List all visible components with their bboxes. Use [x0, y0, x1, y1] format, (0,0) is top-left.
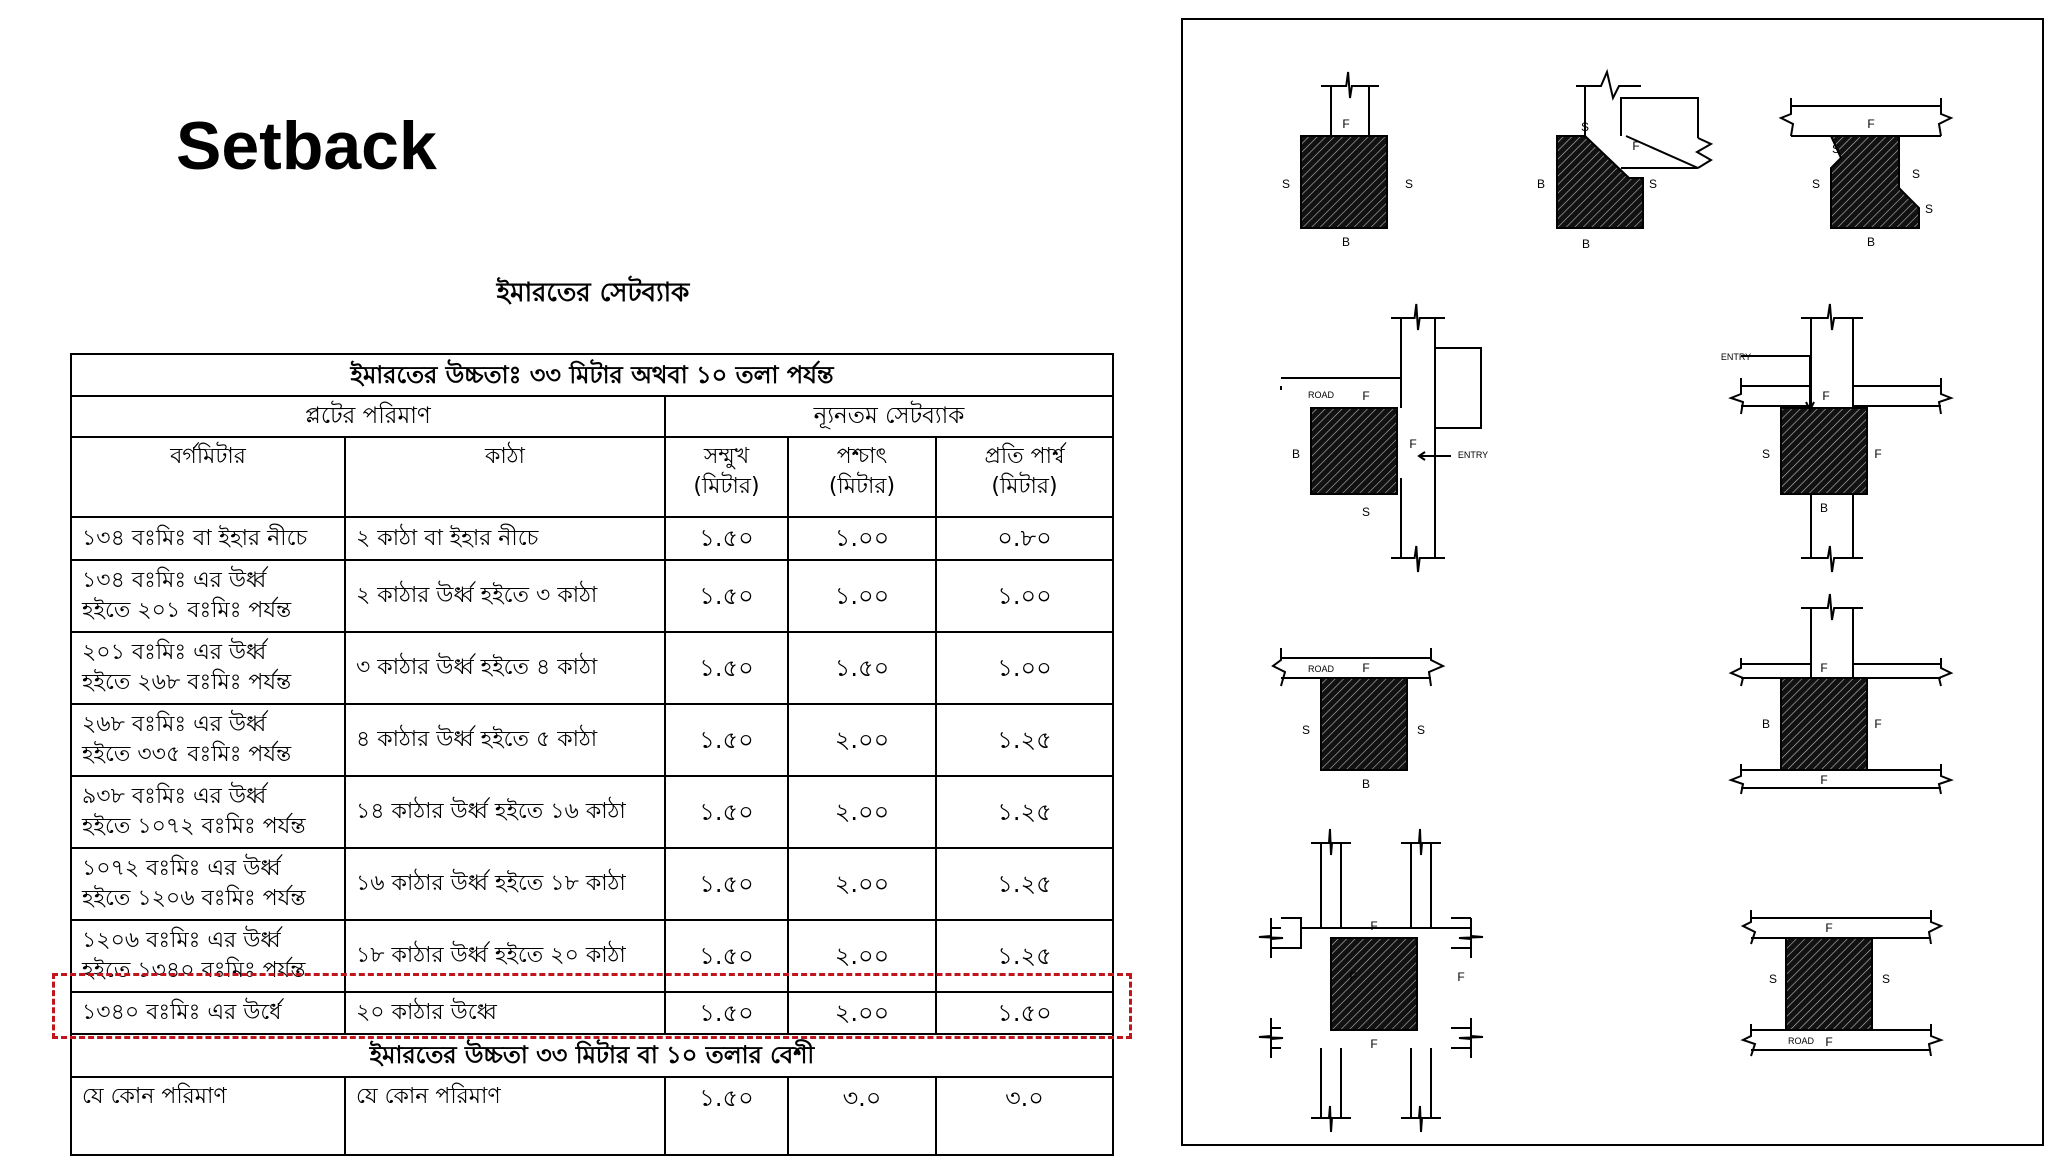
col-header-sqm: বর্গমিটার	[71, 437, 345, 517]
setback-label: B	[1341, 235, 1351, 249]
setback-label: S	[1831, 142, 1841, 156]
setback-label: S	[1648, 177, 1658, 191]
building-footprint	[1781, 678, 1867, 770]
setback-label: F	[1342, 117, 1350, 131]
table-section-row	[71, 354, 1113, 396]
setback-label: B	[1291, 447, 1301, 461]
setback-table	[70, 353, 1114, 1156]
cell-rear: ২.০০	[788, 776, 936, 848]
building-footprint	[1321, 678, 1407, 770]
setback-label: B	[1866, 235, 1876, 249]
cell-katha: ২০ কাঠার উধ্বে	[345, 992, 665, 1034]
setback-label: B	[1761, 717, 1771, 731]
building-footprint	[1331, 938, 1417, 1030]
cell-katha: ২ কাঠার উর্ধ্ব হইতে ৩ কাঠা	[345, 560, 665, 632]
cell-sqm: ১৩৪ বঃমিঃ বা ইহার নীচে	[71, 517, 345, 559]
cell-side: ১.২৫	[936, 704, 1113, 776]
cell-sqm: যে কোন পরিমাণ	[71, 1077, 345, 1155]
table-row	[71, 560, 1113, 632]
table-section-row	[71, 1034, 1113, 1076]
cell-rear: ২.০০	[788, 920, 936, 992]
cell-front: ১.৫০	[665, 517, 788, 559]
setback-label: B	[1361, 777, 1371, 791]
table-row	[71, 776, 1113, 848]
cell-side: ৩.০	[936, 1077, 1113, 1155]
setback-label: S	[1924, 202, 1934, 216]
cell-katha: ১৮ কাঠার উর্ধ্ব হইতে ২০ কাঠা	[345, 920, 665, 992]
road-label: ROAD	[1787, 1036, 1815, 1046]
setback-label: S	[1416, 723, 1426, 737]
cell-rear: ৩.০	[788, 1077, 936, 1155]
cell-katha: ৪ কাঠার উর্ধ্ব হইতে ৫ কাঠা	[345, 704, 665, 776]
col-header-side: প্রতি পার্শ্ব (মিটার)	[936, 437, 1113, 517]
setback-label: S	[1811, 177, 1821, 191]
cell-front: ১.৫০	[665, 848, 788, 920]
table-caption: ইমারতের সেটব্যাক	[496, 278, 690, 308]
group-plot-size: প্লটের পরিমাণ	[71, 396, 665, 437]
setback-label: S	[1911, 167, 1921, 181]
cell-katha: ১৪ কাঠার উর্ধ্ব হইতে ১৬ কাঠা	[345, 776, 665, 848]
cell-sqm: ৯৩৮ বঃমিঃ এর উর্ধ্ব হইতে ১০৭২ বঃমিঃ পর্যন্ত	[71, 776, 345, 848]
cell-sqm: ২০১ বঃমিঃ এর উর্ধ্ব হইতে ২৬৮ বঃমিঃ পর্যন্ত	[71, 632, 345, 704]
cell-side: ০.৮০	[936, 517, 1113, 559]
cell-side: ১.২৫	[936, 920, 1113, 992]
cell-rear: ২.০০	[788, 992, 936, 1034]
cell-side: ১.০০	[936, 560, 1113, 632]
table-row	[71, 517, 1113, 559]
table-header-row	[71, 437, 1113, 517]
cell-katha: ১৬ কাঠার উর্ধ্ব হইতে ১৮ কাঠা	[345, 848, 665, 920]
setback-label: S	[1881, 972, 1891, 986]
cell-rear: ১.০০	[788, 560, 936, 632]
entry-label: ENTRY	[1720, 352, 1752, 362]
cell-rear: ২.০০	[788, 848, 936, 920]
cell-sqm: ১৩৪০ বঃমিঃ এর উর্ধে	[71, 992, 345, 1034]
cell-sqm: ১৩৪ বঃমিঃ এর উর্ধ্ব হইতে ২০১ বঃমিঃ পর্যন্ত	[71, 560, 345, 632]
setback-label: F	[1822, 389, 1830, 403]
setback-label: F	[1820, 661, 1828, 675]
setback-label: S	[1404, 177, 1414, 191]
setback-label: F	[1825, 1035, 1833, 1049]
cell-front: ১.৫০	[665, 776, 788, 848]
table-row	[71, 920, 1113, 992]
cell-side: ১.০০	[936, 632, 1113, 704]
cell-katha: যে কোন পরিমাণ	[345, 1077, 665, 1155]
table-row	[71, 1077, 1113, 1155]
cell-katha: ২ কাঠা বা ইহার নীচে	[345, 517, 665, 559]
setback-label: S	[1580, 120, 1590, 134]
setback-label: F	[1820, 773, 1828, 787]
table-row	[71, 632, 1113, 704]
col-header-front: সম্মুখ (মিটার)	[665, 437, 788, 517]
cell-sqm: ২৬৮ বঃমিঃ এর উর্ধ্ব হইতে ৩৩৫ বঃমিঃ পর্যন্ত	[71, 704, 345, 776]
setback-label: S	[1361, 505, 1371, 519]
road-label: ROAD	[1307, 390, 1335, 400]
table-row	[71, 704, 1113, 776]
col-header-rear: পশ্চাৎ (মিটার)	[788, 437, 936, 517]
table-row	[71, 848, 1113, 920]
setback-label: F	[1370, 919, 1378, 933]
entry-label: ENTRY	[1457, 450, 1489, 460]
col-header-katha: কাঠা	[345, 437, 665, 517]
cell-rear: ১.৫০	[788, 632, 936, 704]
cell-rear: ১.০০	[788, 517, 936, 559]
cell-side: ১.২৫	[936, 776, 1113, 848]
road-label: ROAD	[1307, 664, 1335, 674]
cell-sqm: ১২০৬ বঃমিঃ এর উর্ধ্ব হইতে ১৩৪০ বঃমিঃ পর্যন্ত	[71, 920, 345, 992]
setback-label: F	[1370, 1037, 1378, 1051]
cell-sqm: ১০৭২ বঃমিঃ এর উর্ধ্ব হইতে ১২০৬ বঃমিঃ পর্যন্ত	[71, 848, 345, 920]
setback-label: F	[1632, 139, 1640, 153]
cell-side: ১.২৫	[936, 848, 1113, 920]
setback-label: F	[1867, 117, 1875, 131]
table-group-row	[71, 396, 1113, 437]
setback-diagram-panel	[1181, 18, 2046, 1148]
cell-front: ১.৫০	[665, 632, 788, 704]
setback-label: B	[1819, 501, 1829, 515]
setback-label: S	[1301, 723, 1311, 737]
setback-label: F	[1457, 970, 1465, 984]
slide-title: Setback	[176, 108, 437, 184]
building-footprint	[1301, 136, 1387, 228]
building-footprint	[1781, 408, 1867, 494]
cell-rear: ২.০০	[788, 704, 936, 776]
cell-front: ১.৫০	[665, 560, 788, 632]
setback-label: B	[1536, 177, 1546, 191]
setback-label: B	[1581, 237, 1591, 251]
cell-katha: ৩ কাঠার উর্ধ্ব হইতে ৪ কাঠা	[345, 632, 665, 704]
cell-front: ১.৫০	[665, 704, 788, 776]
building-footprint	[1311, 408, 1397, 494]
setback-label: F	[1825, 921, 1833, 935]
setback-label: F	[1349, 970, 1357, 984]
table-row	[71, 992, 1113, 1034]
cell-front: ১.৫০	[665, 1077, 788, 1155]
section-title-high-rise: ইমারতের উচ্চতা ৩৩ মিটার বা ১০ তলার বেশী	[71, 1034, 1113, 1076]
building-footprint	[1786, 938, 1872, 1030]
cell-front: ১.৫০	[665, 920, 788, 992]
setback-label: F	[1874, 447, 1882, 461]
setback-label: S	[1281, 177, 1291, 191]
setback-label: F	[1362, 389, 1370, 403]
cell-front: ১.৫০	[665, 992, 788, 1034]
group-min-setback: ন্যূনতম সেটব্যাক	[665, 396, 1113, 437]
setback-label: F	[1874, 717, 1882, 731]
setback-label: F	[1409, 437, 1417, 451]
setback-label: F	[1362, 661, 1370, 675]
setback-label: S	[1768, 972, 1778, 986]
setback-label: S	[1761, 447, 1771, 461]
cell-side: ১.৫০	[936, 992, 1113, 1034]
section-title-low-rise: ইমারতের উচ্চতাঃ ৩৩ মিটার অথবা ১০ তলা পর্যন্ত	[71, 354, 1113, 396]
